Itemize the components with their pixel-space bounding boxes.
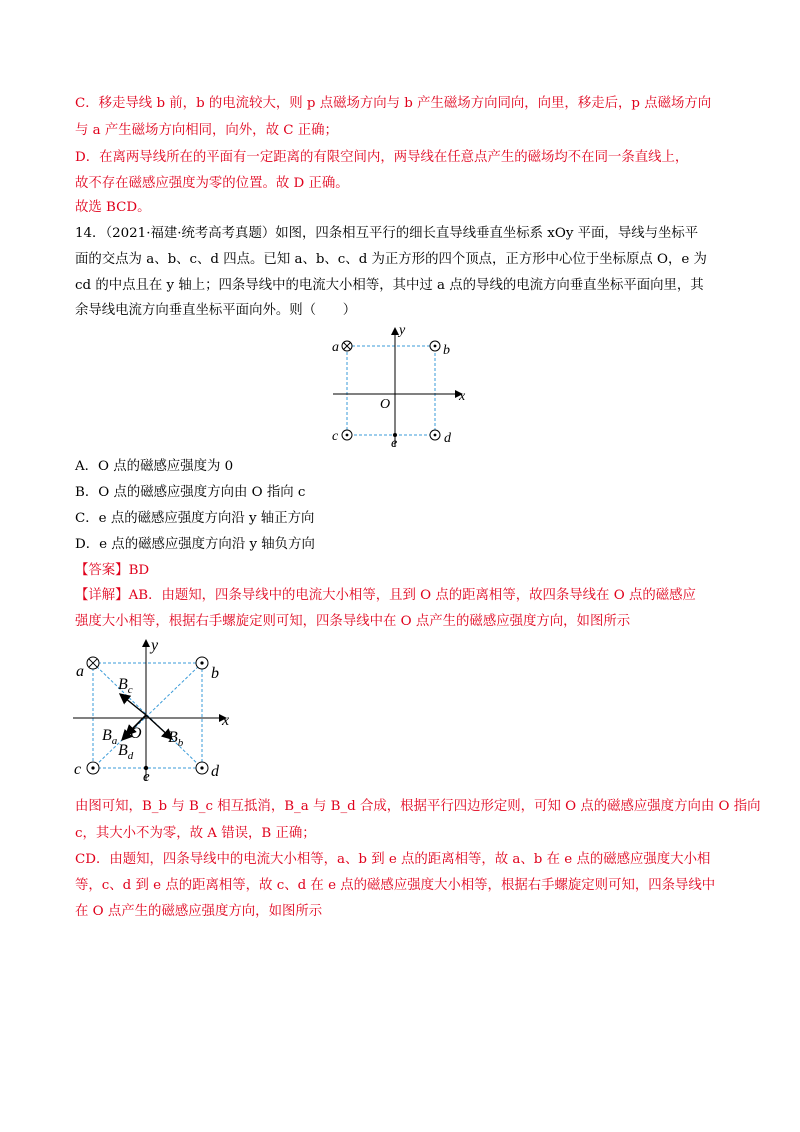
label-a: a (76, 663, 84, 680)
option-b: B．O 点的磁感应强度方向由 O 指向 c (75, 485, 306, 500)
detail-line7: 在 O 点产生的磁感应强度方向，如图所示 (75, 904, 323, 919)
question-line3: cd 的中点且在 y 轴上；四条导线中的电流大小相等，其中过 a 点的导线的电流方向垂直坐标平面向里，其 (75, 278, 704, 293)
detail-line3: 由图可知，B_b 与 B_c 相互抵消，B_a 与 B_d 合成，根据平行四边形定则，可知 O 点的磁感应强度方向由 O 指向 (75, 799, 761, 814)
label-y: y (399, 323, 406, 338)
prev-option-d-line1: D．在离两导线所在的平面有一定距离的有限空间内，两导线在任意点产生的磁场均不在同一条直线上， (75, 150, 689, 165)
answer-line (75, 559, 735, 583)
option-a: A．O 点的磁感应强度为 0 (75, 459, 234, 474)
label-b: b (211, 665, 219, 682)
label-c: c (332, 429, 339, 444)
wire-a-into-icon (87, 657, 99, 669)
wire-b-out-icon (196, 657, 208, 669)
label-origin: O (130, 725, 142, 742)
wire-d-out-icon (430, 430, 440, 440)
wire-c-out-icon (342, 430, 352, 440)
label-bb: $B_b$ (168, 729, 184, 749)
label-y: y (151, 637, 159, 654)
label-bc: $B_c$ (118, 676, 133, 696)
vector-bc (120, 694, 146, 715)
label-c: c (74, 761, 82, 778)
prev-option-d-line2: 故不存在磁感应强度为零的位置。故 D 正确。 (75, 176, 349, 191)
question-line4: 余导线电流方向垂直坐标平面向外。则（ ） (75, 303, 357, 318)
square-outline (347, 346, 435, 435)
detail-line5: CD．由题知，四条导线中的电流大小相等，a、b 到 e 点的距离相等，故 a、b 在 e 点的磁感应强度大小相 (75, 852, 711, 867)
prev-conclusion: 故选 BCD。 (75, 200, 151, 215)
label-d: d (211, 763, 219, 780)
detail-line6: 等，c、d 到 e 点的距离相等，故 c、d 在 e 点的磁感应强度大小相等，根据右手螺旋定则可知，四条导线中 (75, 878, 716, 893)
option-c: C．e 点的磁感应强度方向沿 y 轴正方向 (75, 511, 315, 526)
prev-option-c-line2: 与 a 产生磁场方向相同，向外，故 C 正确； (75, 123, 338, 138)
option-d: D．e 点的磁感应强度方向沿 y 轴负方向 (75, 537, 315, 552)
label-e: e (143, 769, 150, 785)
wire-d-out-icon (196, 762, 208, 774)
answer-figure (68, 636, 238, 786)
prev-option-c-line1: C．移走导线 b 前，b 的电流较大，则 p 点磁场方向与 b 产生磁场方向同向，向里，移走后，p 点磁场方向 (75, 96, 712, 111)
label-e: e (391, 436, 398, 451)
wire-c-out-icon (87, 762, 99, 774)
question-figure (325, 322, 475, 452)
answer-value: BD (128, 563, 150, 578)
label-x: x (459, 389, 466, 404)
label-x: x (222, 712, 230, 729)
wire-a-into-icon (342, 341, 352, 351)
question-line2: 面的交点为 a、b、c、d 四点。已知 a、b、c、d 为正方形的四个顶点，正方形中心位于坐标原点 O，e 为 (75, 252, 707, 267)
question-line1: 14．（2021·福建·统考高考真题）如图，四条相互平行的细长直导线垂直坐标系 xOy 平面，导线与坐标平 (75, 226, 699, 241)
label-a: a (332, 340, 339, 355)
detail-line1 (75, 584, 735, 608)
detail-line2: 强度大小相等，根据右手螺旋定则可知，四条导线中在 O 点产生的磁感应强度方向，如图所示 (75, 614, 631, 629)
answer-tag: 【答案】 (75, 563, 129, 578)
label-b: b (443, 343, 450, 358)
label-origin: O (380, 397, 391, 412)
detail-line4: c，其大小不为零，故 A 错误，B 正确； (75, 826, 316, 841)
detail-text-1: AB．由题知，四条导线中的电流大小相等，且到 O 点的距离相等，故四条导线在 O 点的磁感应 (128, 588, 696, 603)
label-d: d (444, 431, 451, 446)
detail-tag: 【详解】 (75, 588, 129, 603)
label-ba: $B_a$ (102, 727, 118, 747)
label-bd: $B_d$ (118, 742, 134, 762)
wire-b-out-icon (430, 341, 440, 351)
